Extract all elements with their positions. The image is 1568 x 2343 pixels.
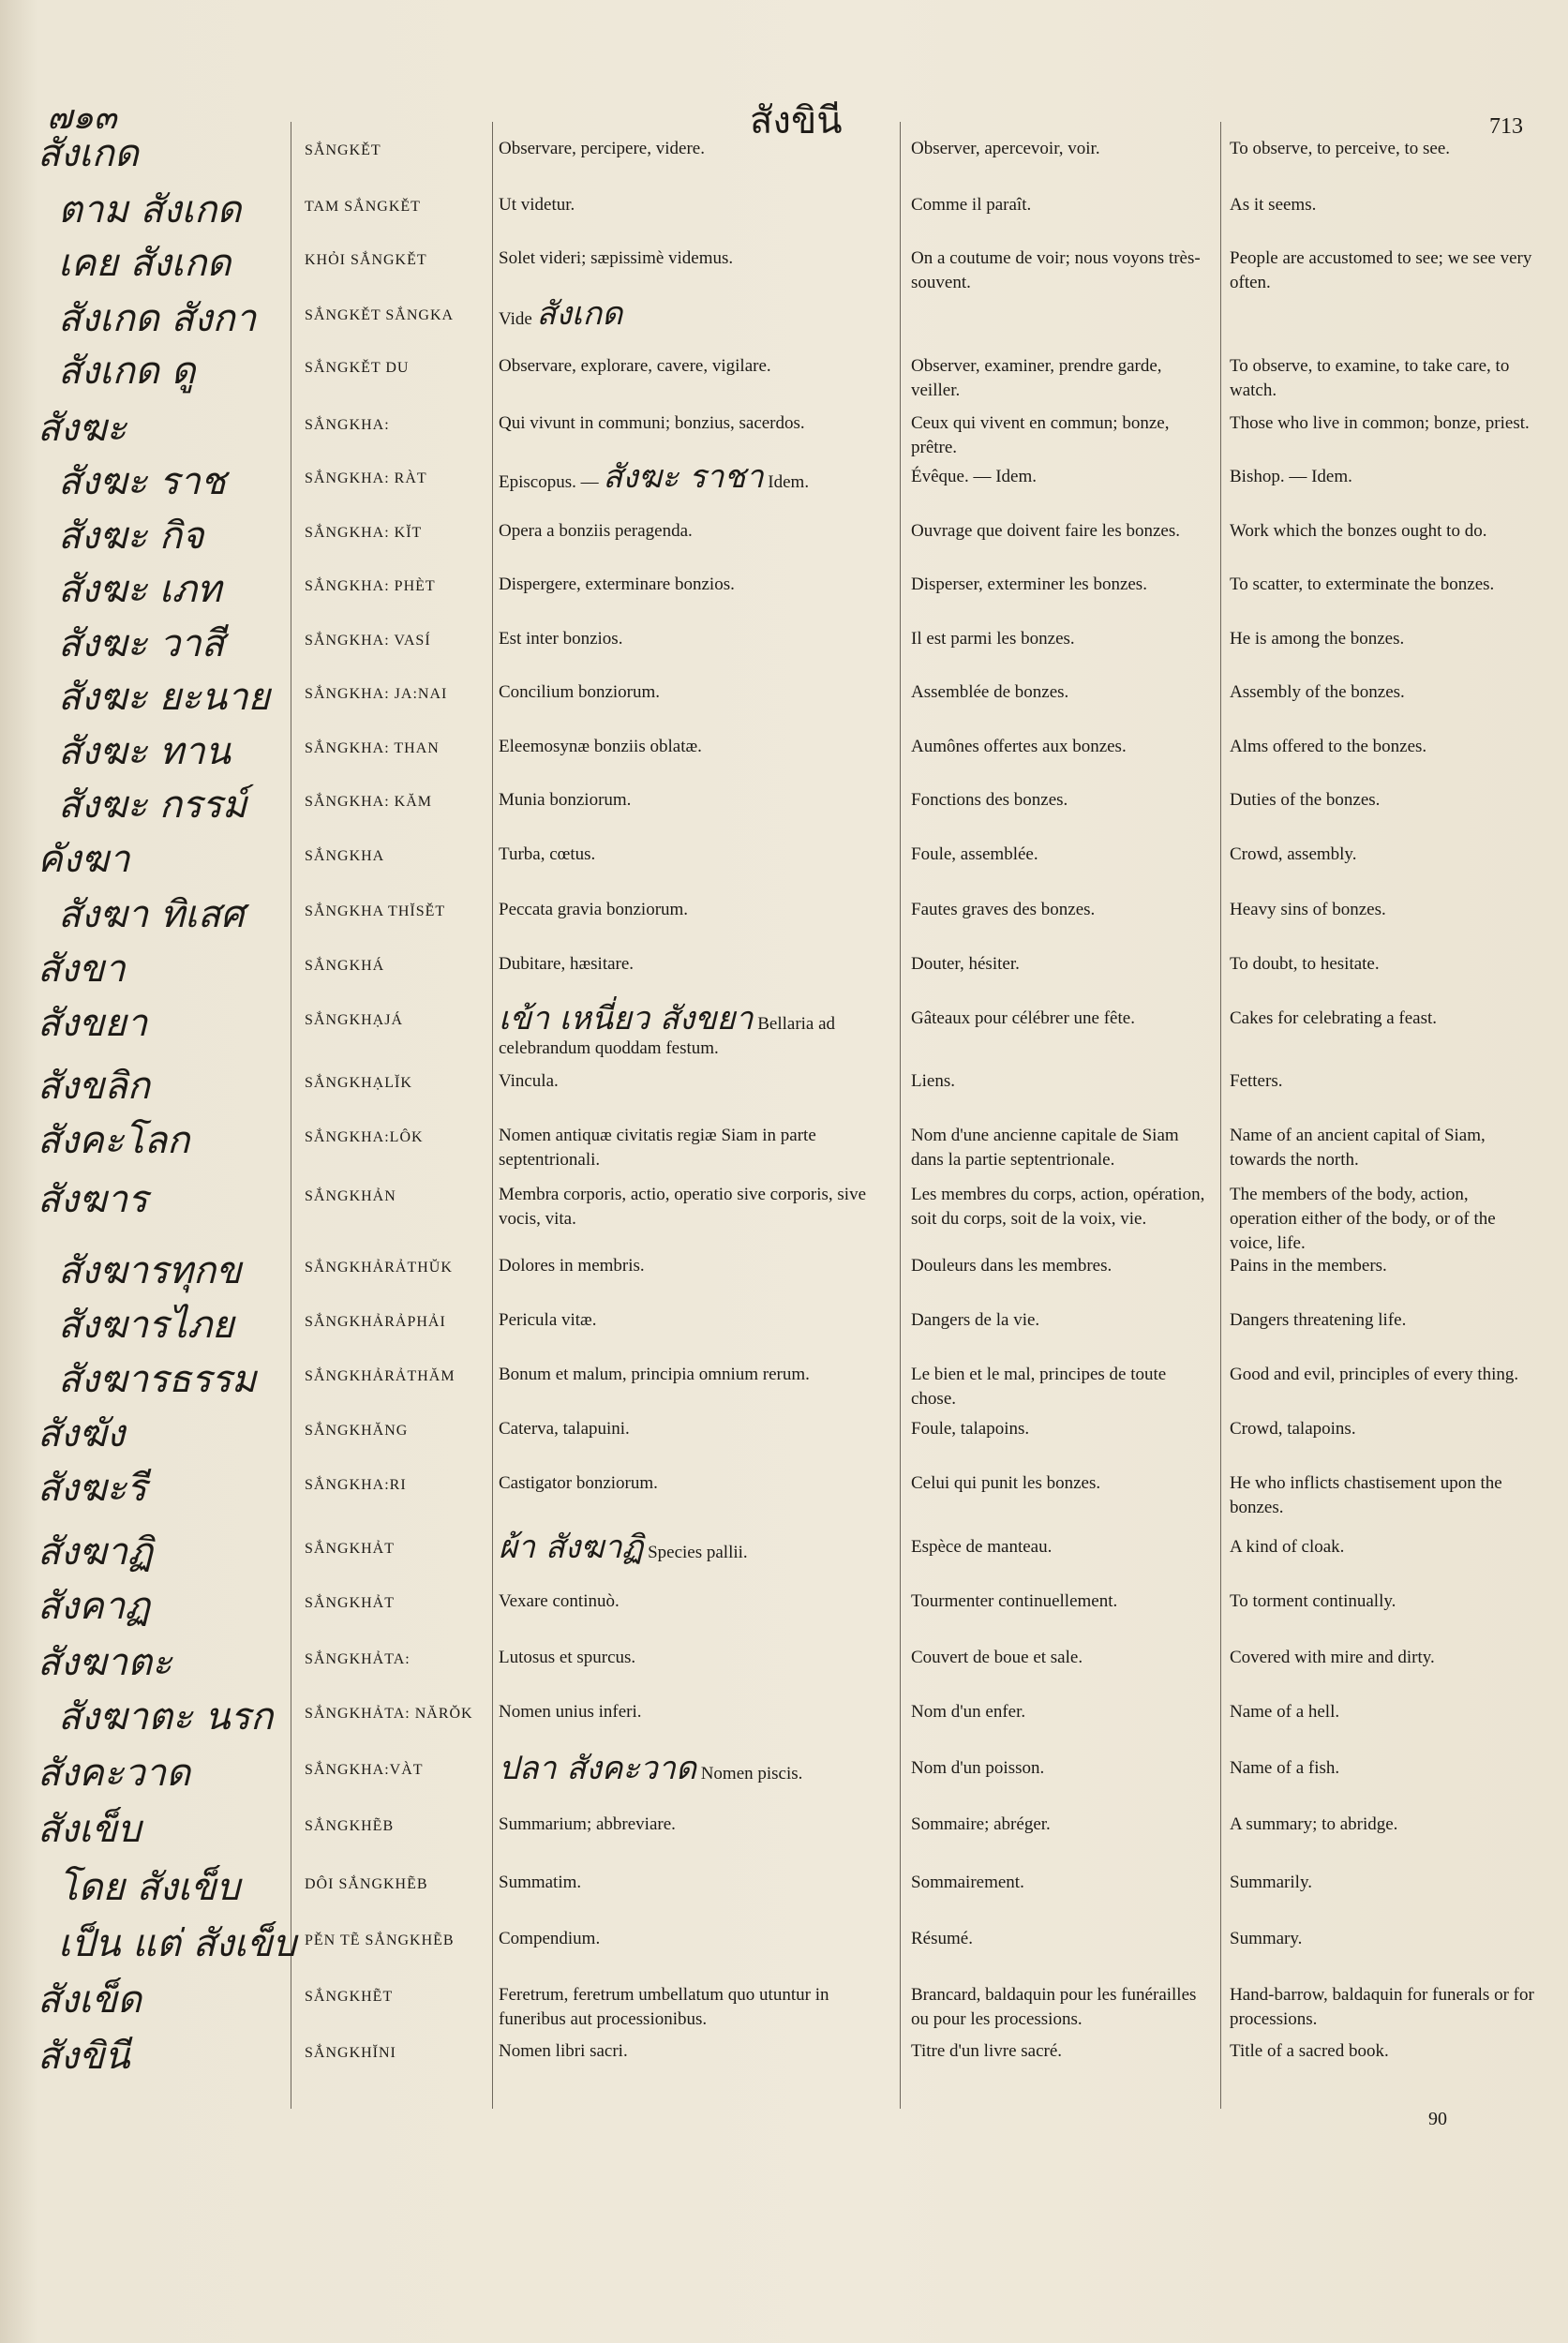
english-definition: Cakes for celebrating a feast. [1230, 1008, 1438, 1028]
latin-definition [499, 1417, 890, 1441]
french-definition: Ceux qui vivent en commun; bonze, prêtre. [911, 413, 1170, 457]
latin-text: Episcopus. — [499, 472, 599, 492]
latin-definition [499, 1927, 890, 1951]
latin-text: Nomen antiquæ civitatis regiæ Siam in parte septentrionali. [499, 1126, 816, 1170]
french-definition: Aumônes offertes aux bonzes. [911, 737, 1127, 756]
french-definition: Évêque. — Idem. [911, 467, 1038, 486]
headword-romanization: SẮNGKHẢTA: [305, 1651, 411, 1667]
french-definition: Foule, talapoins. [911, 1419, 1030, 1439]
headword-romanization: SẮNGKĚT [305, 142, 381, 158]
latin-definition [499, 735, 890, 759]
latin-text: Feretrum, feretrum umbellatum quo utuntur in funeribus aut processionibus. [499, 1985, 829, 2029]
latin-text: Peccata gravia bonziorum. [499, 900, 689, 919]
latin-definition [499, 1308, 890, 1333]
headword-romanization: SẮNGKHẢT [305, 1541, 395, 1557]
latin-definition [499, 843, 890, 867]
french-definition: Le bien et le mal, principes de toute chose. [911, 1365, 1167, 1409]
latin-definition [499, 573, 890, 597]
latin-definition [499, 1871, 890, 1895]
english-definition: Alms offered to the bonzes. [1230, 737, 1427, 756]
english-definition: Those who live in common; bonze, priest. [1230, 413, 1530, 433]
headword-romanization: SẮNGKĚT SẮNGKA [305, 307, 455, 323]
latin-definition [499, 1646, 890, 1670]
latin-text: Est inter bonzios. [499, 629, 623, 649]
latin-text: Dubitare, hæsitare. [499, 954, 635, 974]
latin-definition [499, 1589, 890, 1614]
french-definition: Ouvrage que doivent faire les bonzes. [911, 521, 1181, 541]
latin-definition [499, 354, 890, 379]
english-definition: Fetters. [1230, 1071, 1283, 1091]
latin-text: Dispergere, exterminare bonzios. [499, 575, 735, 594]
latin-text: Qui vivunt in communi; bonzius, sacerdos. [499, 413, 805, 433]
latin-text: Vide [499, 309, 532, 329]
latin-text: Caterva, talapuini. [499, 1419, 630, 1439]
english-definition: He is among the bonzes. [1230, 629, 1405, 649]
headword-romanization: SẮNGKHÁ [305, 958, 385, 974]
french-definition: Nom d'une ancienne capitale de Siam dans la partie septentrionale. [911, 1126, 1179, 1170]
french-definition: Fautes graves des bonzes. [911, 900, 1096, 919]
headword-thai: สังเกด ดู [58, 350, 196, 393]
headword-romanization: SẮNGKHẢT [305, 1595, 395, 1611]
latin-definition [499, 952, 890, 977]
latin-text: Summatim. [499, 1873, 582, 1892]
headword-romanization: SẮNGKHẢRẢTHŬK [305, 1260, 453, 1276]
headword-romanization: SẮNGKHA: KĂM [305, 794, 433, 810]
headword-romanization: SẮNGKHA: [305, 417, 390, 433]
french-definition: Tourmenter continuellement. [911, 1591, 1118, 1611]
headword-romanization: SẮNGKHẢTA: NĂRŎK [305, 1706, 473, 1722]
headword-romanization: SẮNGKHẼB [305, 1818, 395, 1834]
page-title: สังขินี [750, 99, 843, 142]
english-definition: Hand-barrow, baldaquin for funerals or for processions. [1230, 1985, 1534, 2029]
headword-romanization: SẮNGKHA: RÀT [305, 470, 427, 486]
latin-text: Lutosus et spurcus. [499, 1648, 636, 1667]
latin-text: Observare, explorare, cavere, vigilare. [499, 356, 771, 376]
english-definition: Good and evil, principles of every thing. [1230, 1365, 1519, 1384]
headword-thai: สังฆาฏิ [37, 1530, 153, 1574]
headword-thai: สังฆะ กรรม์ [58, 783, 247, 827]
headword-thai: สังเข็ด [37, 1978, 142, 2022]
headword-thai: สังเกด [37, 132, 139, 175]
headword-romanization: SẮNGKHA: KĬT [305, 525, 423, 541]
latin-text: Summarium; abbreviare. [499, 1814, 676, 1834]
english-definition: Crowd, talapoins. [1230, 1419, 1356, 1439]
latin-definition [499, 1363, 890, 1387]
french-definition: Brancard, baldaquin pour les funérailles ou pour les processions. [911, 1985, 1197, 2029]
french-definition: Résumé. [911, 1929, 973, 1948]
latin-text: Solet videri; sæpissimè videmus. [499, 248, 734, 268]
french-definition: Nom d'un enfer. [911, 1702, 1026, 1722]
french-definition: Fonctions des bonzes. [911, 790, 1068, 810]
french-definition: Douleurs dans les membres. [911, 1256, 1113, 1276]
headword-romanization: SẮNGKHA: PHÈT [305, 578, 436, 594]
latin-thai-example: ปลา สังคะวาด [499, 1750, 696, 1787]
headword-thai: สังฆัง [37, 1412, 126, 1455]
headword-romanization: SẮNGKHA:VÀT [305, 1762, 424, 1778]
french-definition: Observer, examiner, prendre garde, veiller. [911, 356, 1162, 400]
latin-definition [499, 1813, 890, 1837]
headword-thai: สังฆะ ราช [58, 460, 226, 503]
french-definition: Douter, hésiter. [911, 954, 1020, 974]
french-definition: On a coutume de voir; nous voyons très-souvent. [911, 248, 1201, 292]
latin-text: Nomen libri sacri. [499, 2041, 628, 2061]
headword-romanization: SẮNGKHA:RI [305, 1477, 407, 1493]
headword-romanization: SẮNGKHẢRẢPHẢI [305, 1314, 446, 1330]
latin-definition [499, 137, 890, 161]
headword-thai: สังคาฏ [37, 1585, 151, 1628]
column-rule [900, 122, 901, 2109]
headword-romanization: SẮNGKHA: JA:NAI [305, 686, 448, 702]
english-definition: Name of an ancient capital of Siam, towards the north. [1230, 1126, 1486, 1170]
english-definition: The members of the body, action, operation either of the body, or of the voice, life. [1230, 1185, 1496, 1253]
headword-thai: สังคะโลก [37, 1119, 190, 1162]
english-definition: Duties of the bonzes. [1230, 790, 1381, 810]
french-definition: Espèce de manteau. [911, 1537, 1053, 1557]
headword-thai: สังฆะ วาสี [58, 622, 225, 665]
latin-text: Membra corporis, actio, operatio sive corporis, sive vocis, vita. [499, 1185, 867, 1229]
headword-thai: สังฆาตะ นรก [58, 1695, 274, 1739]
latin-text: Observare, percipere, videre. [499, 139, 705, 158]
english-definition: Summary. [1230, 1929, 1303, 1948]
headword-thai: สังเกด สังกา [58, 297, 257, 340]
headword-thai: สังเข็บ [37, 1808, 142, 1851]
headword-thai: สังฆะ [37, 407, 127, 450]
latin-thai-example: ผ้า สังฆาฏิ [499, 1529, 644, 1566]
english-definition: Heavy sins of bonzes. [1230, 900, 1386, 919]
french-definition: Gâteaux pour célébrer une fête. [911, 1008, 1135, 1028]
latin-text: Vincula. [499, 1071, 559, 1091]
latin-definition [499, 2039, 890, 2064]
english-definition: To doubt, to hesitate. [1230, 954, 1380, 974]
latin-definition [499, 1983, 890, 2032]
french-definition: Il est parmi les bonzes. [911, 629, 1075, 649]
headword-romanization: SẮNGKHA: VASÍ [305, 633, 431, 649]
latin-definition [499, 193, 890, 217]
french-definition: Nom d'un poisson. [911, 1758, 1045, 1778]
french-definition: Foule, assemblée. [911, 844, 1038, 864]
english-definition: Assembly of the bonzes. [1230, 682, 1405, 702]
french-definition: Les membres du corps, action, opération, soit du corps, soit de la voix, vie. [911, 1185, 1205, 1229]
french-definition: Titre d'un livre sacré. [911, 2041, 1063, 2061]
column-rule [492, 122, 493, 2109]
english-definition: A kind of cloak. [1230, 1537, 1345, 1557]
latin-definition [499, 295, 890, 333]
english-definition: Dangers threatening life. [1230, 1310, 1407, 1330]
latin-definition [499, 1000, 890, 1061]
french-definition: Couvert de boue et sale. [911, 1648, 1083, 1667]
headword-thai: สังขินี [37, 2035, 130, 2078]
french-definition: Liens. [911, 1071, 955, 1091]
thai-page-number: ๗๑๓ [47, 98, 117, 137]
french-definition: Dangers de la vie. [911, 1310, 1040, 1330]
headword-thai: สังขา [37, 948, 126, 991]
headword-thai: สังคะวาด [37, 1752, 191, 1795]
latin-definition [499, 1750, 890, 1787]
headword-romanization: KHỎI SẮNGKĚT [305, 252, 427, 268]
headword-thai: สังฆาร [37, 1178, 148, 1221]
latin-definition [499, 458, 890, 496]
latin-text: Bonum et malum, principia omnium rerum. [499, 1365, 810, 1384]
english-definition: To observe, to examine, to take care, to watch. [1230, 356, 1510, 400]
french-definition: Comme il paraît. [911, 195, 1032, 215]
latin-text: Nomen unius inferi. [499, 1702, 642, 1722]
latin-definition [499, 1471, 890, 1496]
headword-romanization: DÔI SẮNGKHẼB [305, 1876, 428, 1892]
english-definition: Covered with mire and dirty. [1230, 1648, 1435, 1667]
latin-text: Castigator bonziorum. [499, 1473, 658, 1493]
headword-thai: สังฆะ กิจ [58, 515, 204, 558]
english-definition: To observe, to perceive, to see. [1230, 139, 1451, 158]
headword-romanization: SẮNGKHẠLĬK [305, 1075, 412, 1091]
headword-romanization: PĚN TẼ SẮNGKHẼB [305, 1933, 455, 1948]
latin-definition [499, 1700, 890, 1724]
headword-thai: เป็น แต่ สังเข็บ [58, 1922, 296, 1965]
english-definition: Work which the bonzes ought to do. [1230, 521, 1487, 541]
headword-romanization: SẮNGKHẼT [305, 1989, 394, 2005]
english-definition: To torment continually. [1230, 1591, 1396, 1611]
english-definition: Crowd, assembly. [1230, 844, 1357, 864]
latin-text: Dolores in membris. [499, 1256, 645, 1276]
column-rule [1220, 122, 1221, 2109]
page-number: 713 [1489, 114, 1523, 139]
latin-thai-example: เข้า เหนี่ยว สังขยา [499, 1000, 754, 1037]
latin-thai-example: สังฆะ ราชา [603, 458, 764, 496]
english-definition: People are accustomed to see; we see very often. [1230, 248, 1532, 292]
english-definition: Summarily. [1230, 1873, 1312, 1892]
latin-definition [499, 519, 890, 544]
headword-romanization: SẮNGKĚT DU [305, 360, 410, 376]
latin-definition [499, 411, 890, 436]
headword-romanization: SẮNGKHA THĬSĚT [305, 903, 446, 919]
latin-text-after: Nomen piscis. [700, 1764, 803, 1783]
latin-text: Concilium bonziorum. [499, 682, 661, 702]
headword-thai: สังขลิก [37, 1065, 151, 1108]
headword-romanization: SẮNGKHĂNG [305, 1423, 409, 1439]
latin-text-after: Bellaria ad celebrandum quoddam festum. [499, 1014, 836, 1058]
latin-text: Turba, cœtus. [499, 844, 596, 864]
headword-thai: เคย สังเกด [58, 242, 231, 285]
latin-text: Pericula vitæ. [499, 1310, 597, 1330]
headword-romanization: SẮNGKHĬNI [305, 2045, 396, 2061]
latin-text: Eleemosynæ bonziis oblatæ. [499, 737, 702, 756]
french-definition: Assemblée de bonzes. [911, 682, 1069, 702]
french-definition: Sommaire; abréger. [911, 1814, 1051, 1834]
english-definition: Name of a fish. [1230, 1758, 1340, 1778]
latin-thai-example: สังเกด [536, 295, 623, 333]
headword-romanization: SẮNGKHẢN [305, 1188, 396, 1204]
headword-thai: สังฆา ทิเสศ [58, 893, 245, 936]
latin-text-after: Idem. [768, 472, 810, 492]
headword-thai: โดย สังเข็บ [58, 1866, 240, 1909]
latin-text: Opera a bonziis peragenda. [499, 521, 693, 541]
signature-mark: 90 [1428, 2109, 1447, 2129]
headword-romanization: SẮNGKHA:LÔK [305, 1129, 424, 1145]
latin-text: Munia bonziorum. [499, 790, 632, 810]
headword-romanization: SẮNGKHẢRẢTHĂM [305, 1368, 455, 1384]
latin-definition [499, 788, 890, 813]
headword-thai: สังขยา [37, 1002, 148, 1045]
headword-romanization: SẮNGKHA [305, 848, 385, 864]
french-definition: Observer, apercevoir, voir. [911, 139, 1100, 158]
latin-definition [499, 680, 890, 705]
headword-thai: สังฆะ เภท [58, 568, 222, 611]
latin-definition [499, 246, 890, 271]
english-definition: To scatter, to exterminate the bonzes. [1230, 575, 1495, 594]
latin-definition [499, 1183, 890, 1231]
headword-thai: สังฆารไภย [58, 1304, 234, 1347]
latin-definition [499, 627, 890, 651]
headword-thai: สังฆาตะ [37, 1641, 172, 1684]
latin-definition [499, 1124, 890, 1172]
english-definition: A summary; to abridge. [1230, 1814, 1398, 1834]
headword-thai: สังฆะ ทาน [58, 730, 231, 773]
english-definition: As it seems. [1230, 195, 1317, 215]
latin-definition [499, 1529, 890, 1566]
english-definition: Name of a hell. [1230, 1702, 1340, 1722]
headword-thai: ตาม สังเกด [58, 188, 242, 231]
headword-romanization: SẮNGKHA: THAN [305, 740, 440, 756]
latin-text: Ut videtur. [499, 195, 575, 215]
latin-text: Compendium. [499, 1929, 601, 1948]
english-definition: He who inflicts chastisement upon the bonzes. [1230, 1473, 1502, 1517]
french-definition: Sommairement. [911, 1873, 1024, 1892]
latin-text: Vexare continuò. [499, 1591, 620, 1611]
english-definition: Title of a sacred book. [1230, 2041, 1389, 2061]
french-definition: Disperser, exterminer les bonzes. [911, 575, 1147, 594]
latin-text-after: Species pallii. [648, 1543, 748, 1562]
french-definition: Celui qui punit les bonzes. [911, 1473, 1101, 1493]
latin-definition [499, 1254, 890, 1278]
latin-definition [499, 898, 890, 922]
latin-definition [499, 1069, 890, 1094]
english-definition: Pains in the members. [1230, 1256, 1387, 1276]
headword-romanization: TAM SẮNGKĚT [305, 199, 421, 215]
headword-thai: สังฆะ ยะนาย [58, 676, 270, 719]
headword-thai: สังฆะรี [37, 1467, 147, 1510]
english-definition: Bishop. — Idem. [1230, 467, 1352, 486]
headword-thai: คังฆา [37, 838, 130, 881]
headword-romanization: SẮNGKHẠJÁ [305, 1012, 404, 1028]
headword-thai: สังฆารทุกข [58, 1249, 242, 1292]
headword-thai: สังฆารธรรม [58, 1358, 257, 1401]
